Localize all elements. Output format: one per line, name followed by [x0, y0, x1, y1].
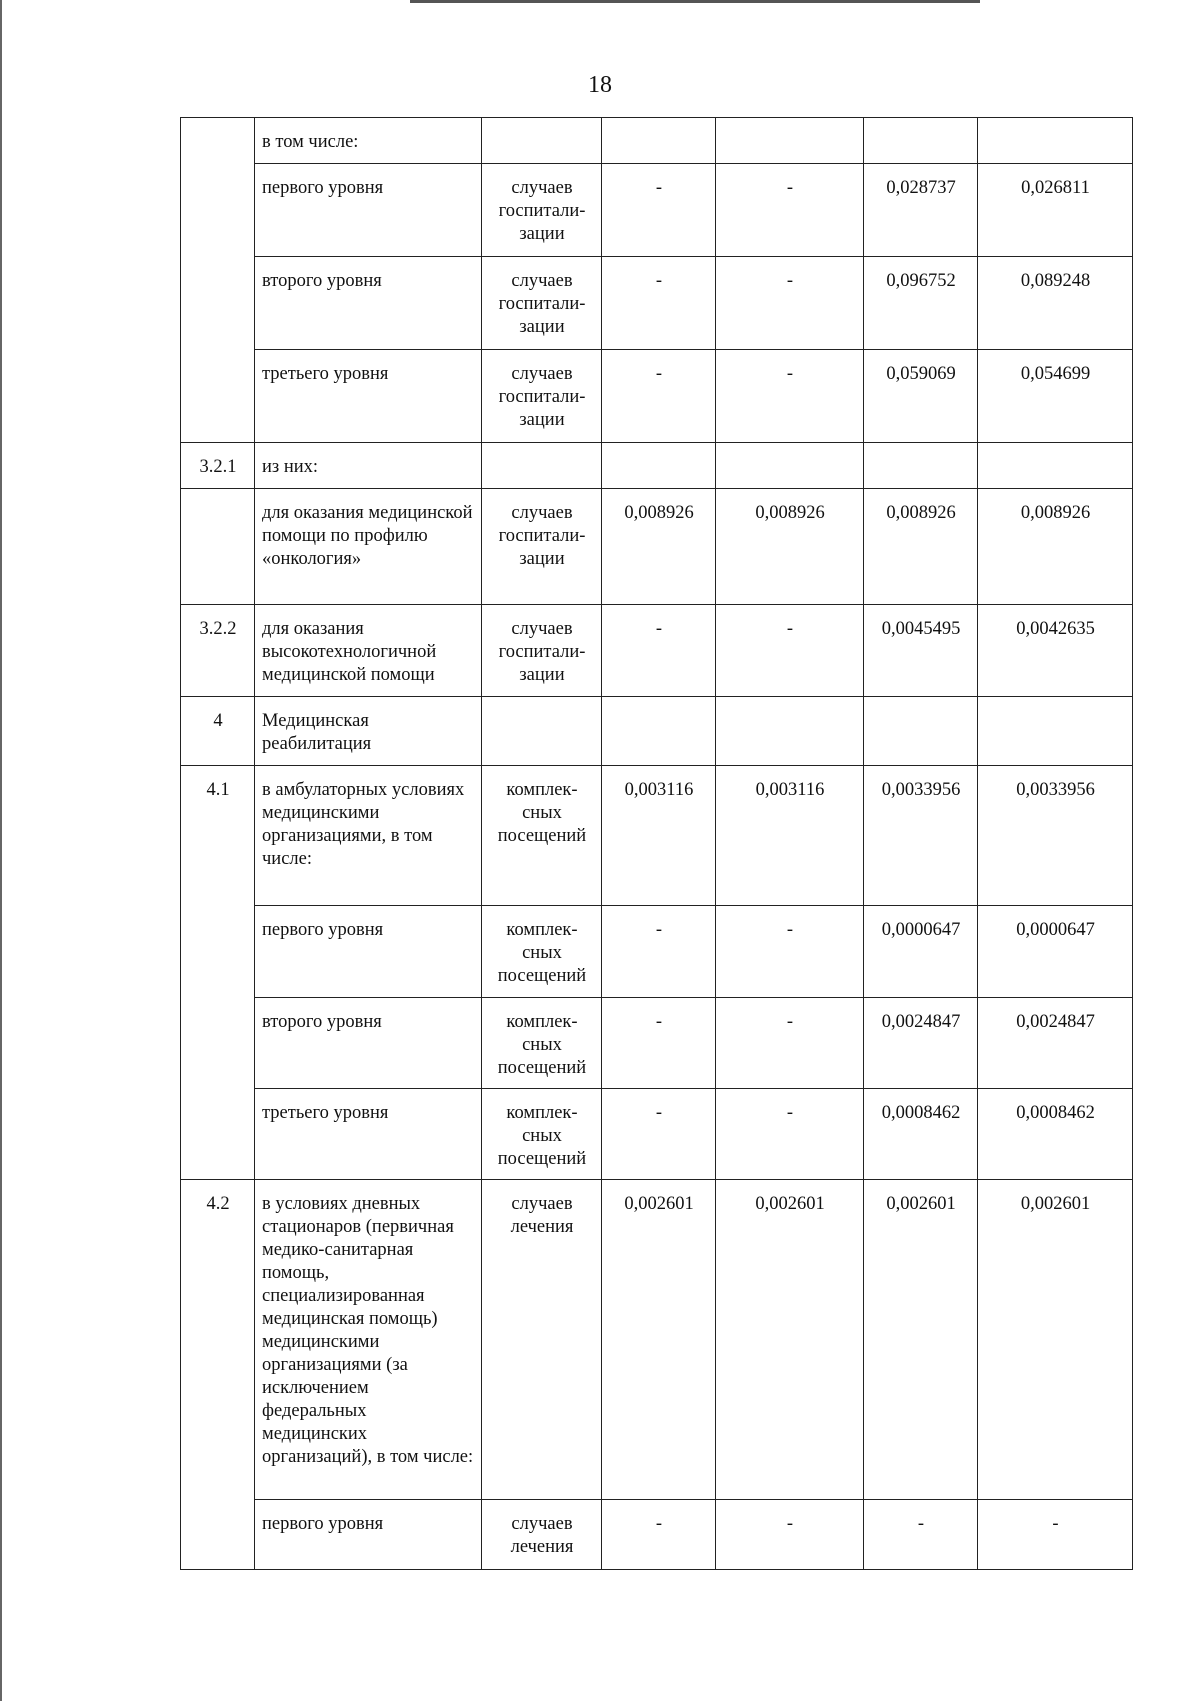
row-name: третьего уровня [255, 1089, 482, 1180]
value-cell: 0,0008462 [864, 1089, 978, 1180]
table-row [181, 257, 1133, 350]
row-number: 4.2 [181, 1180, 255, 1570]
row-unit: случаев госпитали-зации [482, 489, 602, 605]
value-cell [716, 118, 864, 164]
row-unit: комплек-сных посещений [482, 1089, 602, 1180]
row-unit: комплек-сных посещений [482, 906, 602, 998]
table-row [181, 118, 1133, 164]
table-row [181, 1500, 1133, 1570]
value-cell: 0,003116 [716, 766, 864, 906]
row-unit: случаев лечения [482, 1500, 602, 1570]
value-cell: 0,0000647 [864, 906, 978, 998]
value-cell: 0,002601 [716, 1180, 864, 1500]
row-unit: случаев лечения [482, 1180, 602, 1500]
value-cell: - [602, 257, 716, 350]
table-row [181, 766, 1133, 906]
row-name: для оказания медицинской помощи по профилю «онкология» [255, 489, 482, 605]
scan-artifact-edge [0, 0, 2, 1701]
value-cell [602, 697, 716, 766]
value-cell: 0,089248 [978, 257, 1133, 350]
table-row [181, 998, 1133, 1089]
value-cell: 0,096752 [864, 257, 978, 350]
value-cell: 0,059069 [864, 350, 978, 443]
value-cell: 0,026811 [978, 164, 1133, 257]
value-cell: 0,0000647 [978, 906, 1133, 998]
row-name: третьего уровня [255, 350, 482, 443]
value-cell: 0,003116 [602, 766, 716, 906]
row-name: первого уровня [255, 1500, 482, 1570]
row-unit: комплек-сных посещений [482, 998, 602, 1089]
row-name: в том числе: [255, 118, 482, 164]
row-number: 4.1 [181, 766, 255, 1180]
table-row [181, 1180, 1133, 1500]
value-cell: - [716, 257, 864, 350]
row-unit: случаев госпитали-зации [482, 605, 602, 697]
value-cell: 0,0008462 [978, 1089, 1133, 1180]
row-number [181, 118, 255, 443]
value-cell: 0,002601 [978, 1180, 1133, 1500]
value-cell: - [716, 906, 864, 998]
value-cell: 0,054699 [978, 350, 1133, 443]
table-row [181, 489, 1133, 605]
scan-artifact-line [410, 0, 980, 3]
row-number: 3.2.2 [181, 605, 255, 697]
page-number: 18 [588, 72, 612, 98]
value-cell: - [864, 1500, 978, 1570]
value-cell [716, 443, 864, 489]
row-name: второго уровня [255, 998, 482, 1089]
value-cell: 0,0024847 [978, 998, 1133, 1089]
value-cell: - [716, 1089, 864, 1180]
value-cell: - [602, 605, 716, 697]
value-cell: - [602, 1089, 716, 1180]
value-cell: 0,008926 [978, 489, 1133, 605]
value-cell: 0,0024847 [864, 998, 978, 1089]
table-row [181, 697, 1133, 766]
row-unit: случаев госпитали-зации [482, 257, 602, 350]
value-cell: 0,008926 [602, 489, 716, 605]
row-name: первого уровня [255, 164, 482, 257]
value-cell: - [602, 1500, 716, 1570]
value-cell [864, 118, 978, 164]
table-row [181, 350, 1133, 443]
row-unit: случаев госпитали-зации [482, 164, 602, 257]
value-cell: - [716, 998, 864, 1089]
value-cell: - [978, 1500, 1133, 1570]
table-row [181, 906, 1133, 998]
row-unit: случаев госпитали-зации [482, 350, 602, 443]
value-cell: 0,0042635 [978, 605, 1133, 697]
row-name: Медицинская реабилитация [255, 697, 482, 766]
row-name: в амбулаторных условиях медицинскими организациями, в том числе: [255, 766, 482, 906]
value-cell [716, 697, 864, 766]
value-cell: 0,002601 [864, 1180, 978, 1500]
value-cell: 0,008926 [716, 489, 864, 605]
row-name: в условиях дневных стационаров (первичная медико-санитарная помощь, специализированная медицинская помощь) медицинскими организациями (за исключением федеральных медицинских организаций), в том числе: [255, 1180, 482, 1500]
row-unit: комплек-сных посещений [482, 766, 602, 906]
table-row [181, 443, 1133, 489]
value-cell: - [716, 1500, 864, 1570]
value-cell: 0,028737 [864, 164, 978, 257]
value-cell [864, 697, 978, 766]
data-table [180, 117, 1133, 1570]
row-name: для оказания высокотехнологичной медицинской помощи [255, 605, 482, 697]
value-cell: - [716, 350, 864, 443]
row-name: из них: [255, 443, 482, 489]
value-cell: 0,0033956 [864, 766, 978, 906]
row-name: первого уровня [255, 906, 482, 998]
row-unit [482, 697, 602, 766]
row-unit [482, 118, 602, 164]
value-cell [602, 443, 716, 489]
value-cell [978, 443, 1133, 489]
row-number: 4 [181, 697, 255, 766]
row-number: 3.2.1 [181, 443, 255, 489]
value-cell [602, 118, 716, 164]
value-cell [864, 443, 978, 489]
table-row [181, 1089, 1133, 1180]
value-cell: - [602, 164, 716, 257]
value-cell [978, 118, 1133, 164]
value-cell: - [602, 350, 716, 443]
row-unit [482, 443, 602, 489]
value-cell: - [602, 906, 716, 998]
value-cell: - [602, 998, 716, 1089]
table-row [181, 164, 1133, 257]
table-row [181, 605, 1133, 697]
value-cell: 0,008926 [864, 489, 978, 605]
value-cell: - [716, 164, 864, 257]
row-number [181, 489, 255, 605]
value-cell: 0,0045495 [864, 605, 978, 697]
value-cell [978, 697, 1133, 766]
value-cell: 0,002601 [602, 1180, 716, 1500]
row-name: второго уровня [255, 257, 482, 350]
value-cell: 0,0033956 [978, 766, 1133, 906]
value-cell: - [716, 605, 864, 697]
